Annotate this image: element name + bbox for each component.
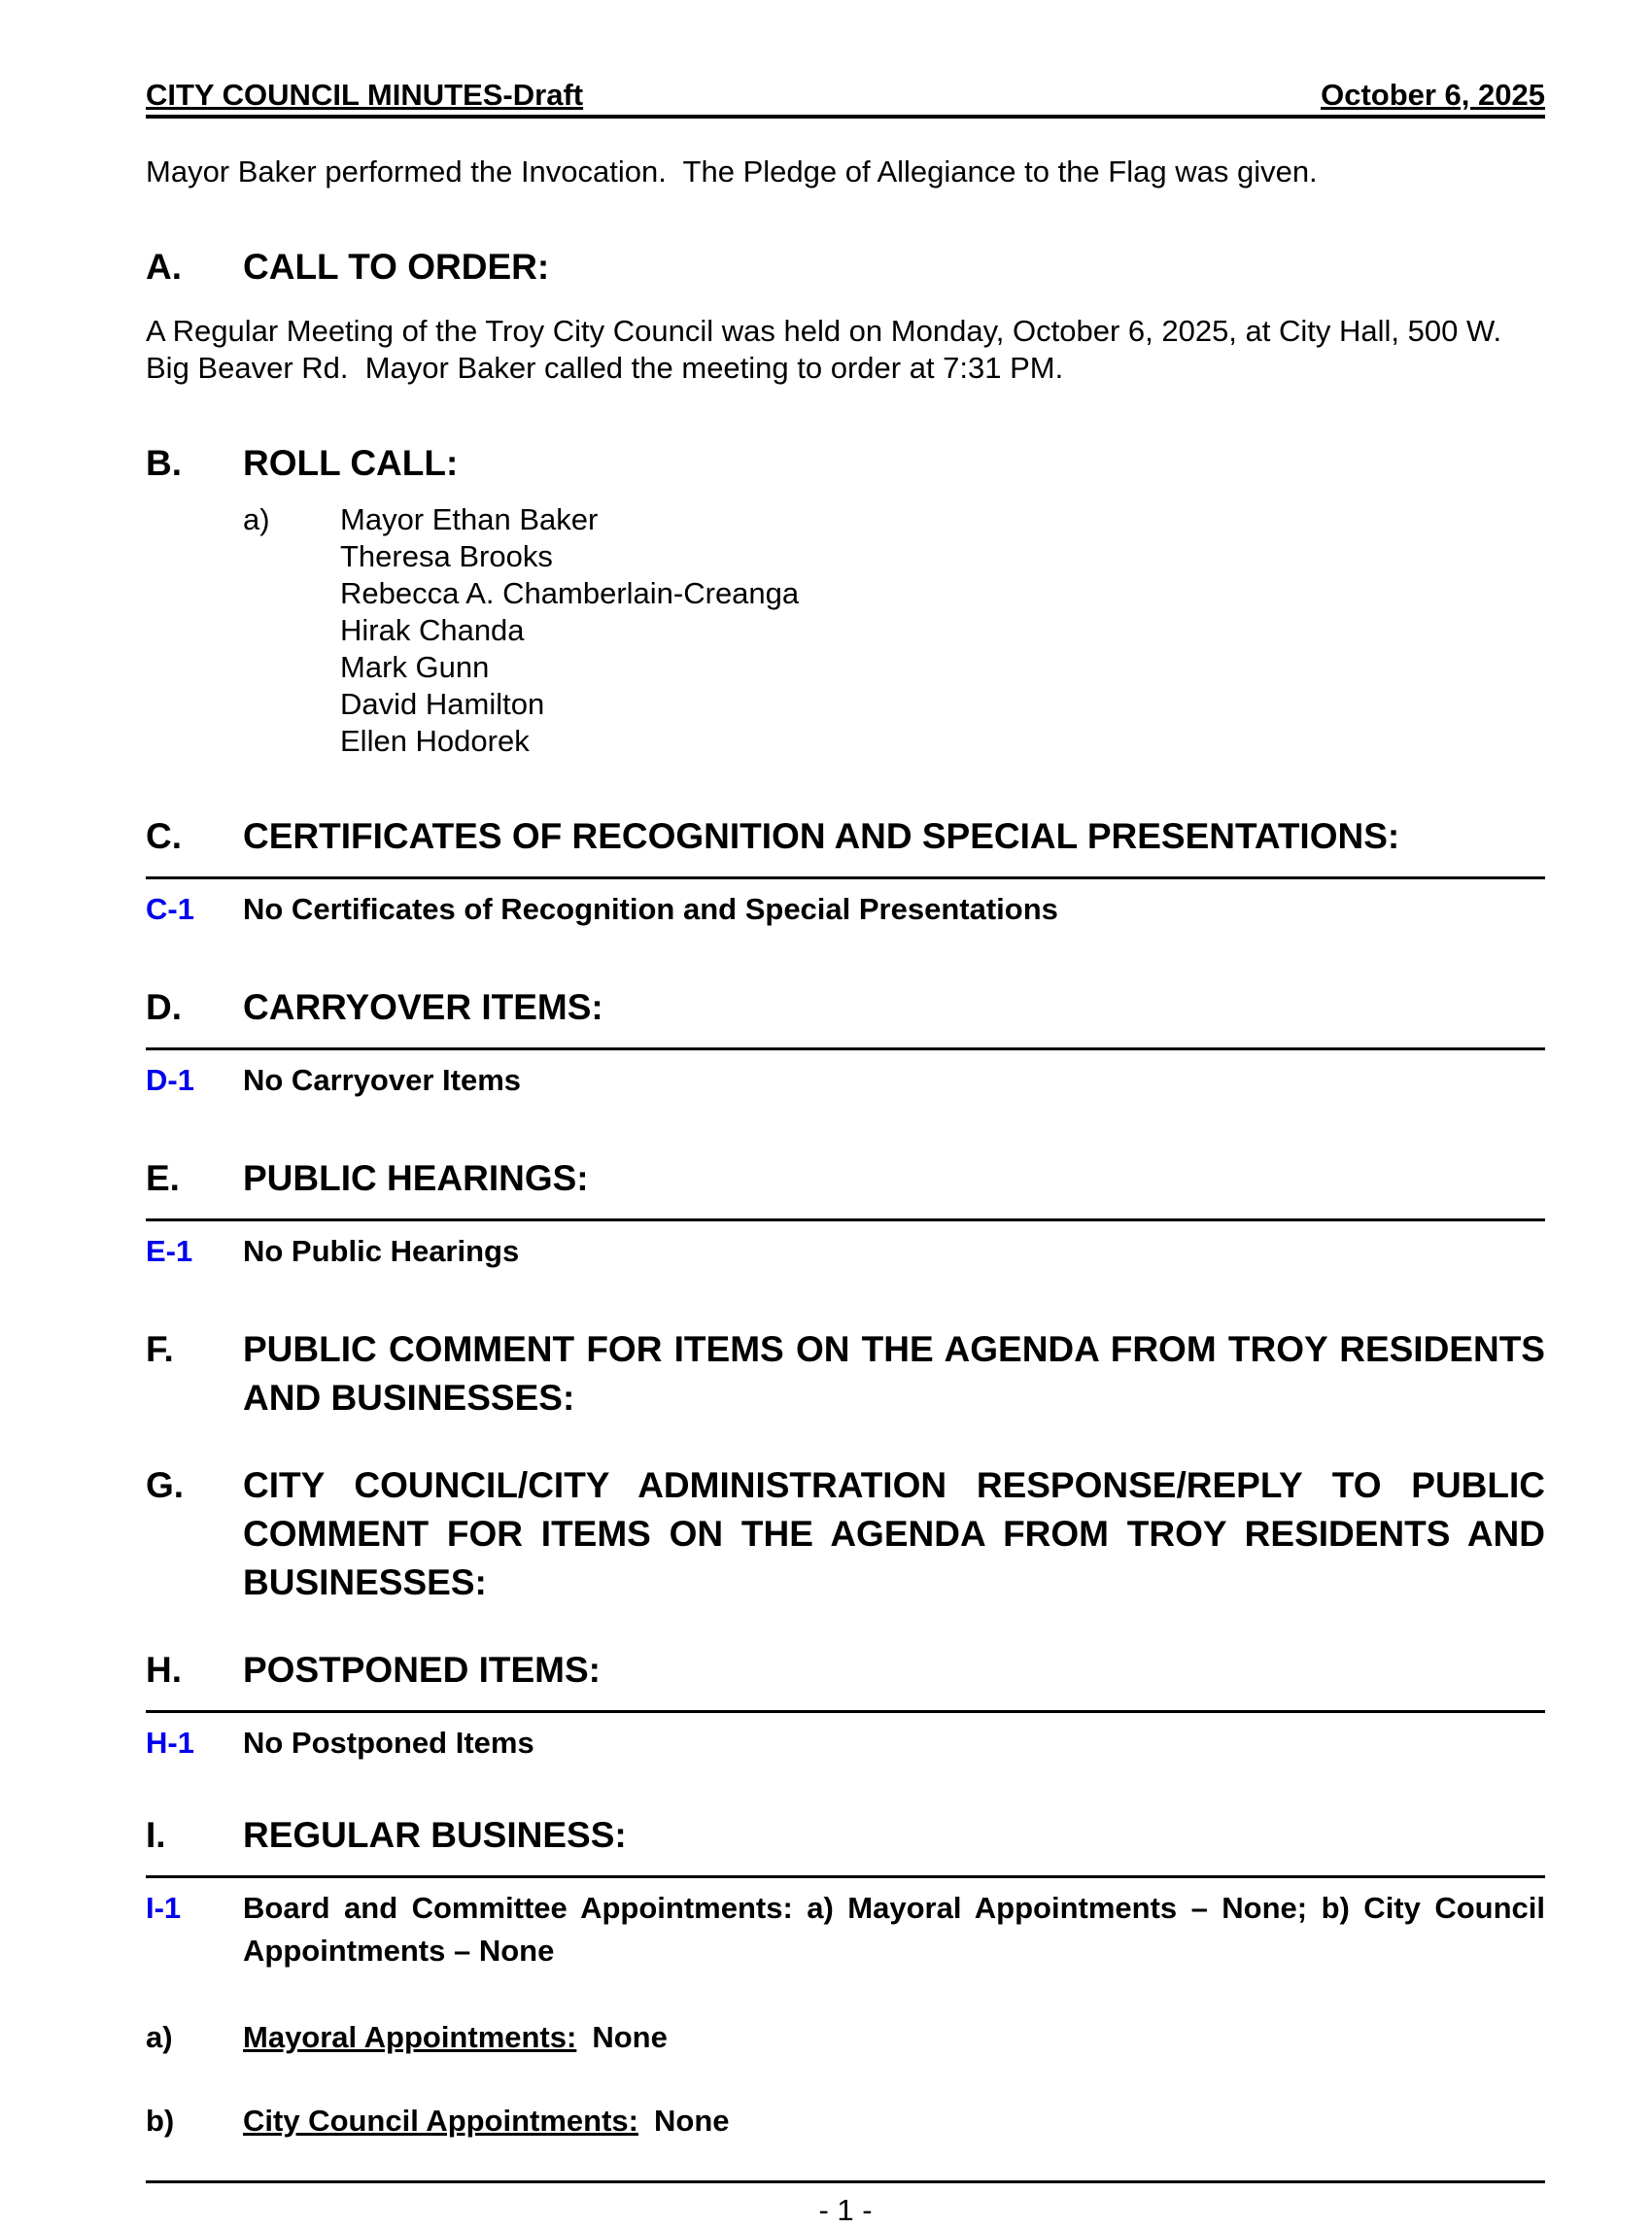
roll-call-name: Theresa Brooks: [340, 539, 553, 573]
section-b-letter: B.: [146, 443, 182, 483]
section-h-title: POSTPONED ITEMS:: [243, 1650, 601, 1690]
roll-call-name: David Hamilton: [340, 687, 545, 721]
section-d-title: CARRYOVER ITEMS:: [243, 987, 603, 1027]
section-i-title: REGULAR BUSINESS:: [243, 1815, 627, 1855]
roll-call-name: Mark Gunn: [340, 650, 490, 684]
section-g-title: CITY COUNCIL/CITY ADMINISTRATION RESPONSE/REPLY TO PUBLIC COMMENT FOR ITEMS ON THE AGENDA FROM TROY RESIDENTS AND BUSINESSES:: [243, 1465, 1545, 1602]
agenda-item-e1: [146, 1218, 1545, 1273]
section-i-heading: [146, 1811, 1545, 1860]
appointment-value: None: [592, 2020, 668, 2054]
section-f-letter: F.: [146, 1329, 174, 1369]
agenda-item-text: No Certificates of Recognition and Special Presentations: [243, 892, 1058, 926]
roll-call-names: [340, 501, 1545, 760]
appointment-row-a: [146, 2019, 1545, 2056]
appointment-label: b): [146, 2104, 175, 2138]
agenda-item-number-link[interactable]: C-1: [146, 892, 194, 926]
appointment-value: None: [654, 2104, 730, 2138]
roll-call-name: Rebecca A. Chamberlain-Creanga: [340, 576, 800, 610]
appointment-row-b: [146, 2103, 1545, 2140]
page-header: [146, 78, 1545, 119]
section-e-heading: [146, 1154, 1545, 1203]
agenda-item-number-link[interactable]: D-1: [146, 1063, 194, 1097]
section-a-body: A Regular Meeting of the Troy City Council was held on Monday, October 6, 2025, at City Hall, 500 W. Big Beaver Rd. Mayor Baker called the meeting to order at 7:31 PM.: [146, 314, 1502, 385]
section-d-heading: [146, 983, 1545, 1032]
agenda-item-text: No Public Hearings: [243, 1234, 520, 1268]
section-b-title: ROLL CALL:: [243, 443, 459, 483]
header-date: October 6, 2025: [1321, 78, 1545, 112]
section-d-letter: D.: [146, 987, 182, 1027]
appointment-label: a): [146, 2020, 173, 2054]
section-e-title: PUBLIC HEARINGS:: [243, 1158, 589, 1198]
appointment-title: Mayoral Appointments:: [243, 2020, 577, 2054]
section-a-letter: A.: [146, 247, 182, 287]
appointment-title: City Council Appointments:: [243, 2104, 638, 2138]
section-a-title: CALL TO ORDER:: [243, 247, 550, 287]
roll-call-name: Ellen Hodorek: [340, 724, 530, 758]
agenda-item-text: No Postponed Items: [243, 1726, 534, 1760]
section-c-letter: C.: [146, 816, 182, 856]
section-f-title: PUBLIC COMMENT FOR ITEMS ON THE AGENDA FROM TROY RESIDENTS AND BUSINESSES:: [243, 1329, 1545, 1418]
page-footer: [146, 2180, 1545, 2228]
agenda-item-text: Board and Committee Appointments: a) Mayoral Appointments – None; b) City Council Appointments – None: [243, 1891, 1545, 1968]
section-c-heading: [146, 812, 1545, 861]
section-h-heading: [146, 1646, 1545, 1695]
section-b-heading: [146, 439, 1545, 488]
header-title: CITY COUNCIL MINUTES-Draft: [146, 78, 584, 112]
roll-call-item-label: a): [243, 502, 270, 536]
roll-call-list: [243, 501, 1545, 760]
section-h-letter: H.: [146, 1650, 182, 1690]
agenda-item-c1: [146, 876, 1545, 931]
section-g-heading: [146, 1461, 1545, 1607]
page-number: - 1 -: [818, 2193, 873, 2227]
agenda-item-number-link[interactable]: E-1: [146, 1234, 193, 1268]
section-g-letter: G.: [146, 1465, 185, 1505]
agenda-item-number-link[interactable]: H-1: [146, 1726, 194, 1760]
roll-call-name: Mayor Ethan Baker: [340, 502, 599, 536]
section-f-heading: [146, 1325, 1545, 1422]
intro-paragraph: Mayor Baker performed the Invocation. The Pledge of Allegiance to the Flag was given.: [146, 154, 1318, 189]
section-e-letter: E.: [146, 1158, 180, 1198]
agenda-item-number-link[interactable]: I-1: [146, 1891, 182, 1925]
roll-call-name: Hirak Chanda: [340, 613, 525, 647]
agenda-item-d1: [146, 1047, 1545, 1102]
agenda-item-i1: [146, 1875, 1545, 1972]
section-a-heading: [146, 243, 1545, 291]
section-i-letter: I.: [146, 1815, 166, 1855]
section-c-title: CERTIFICATES OF RECOGNITION AND SPECIAL PRESENTATIONS:: [243, 816, 1400, 856]
agenda-item-text: No Carryover Items: [243, 1063, 522, 1097]
agenda-item-h1: [146, 1710, 1545, 1765]
